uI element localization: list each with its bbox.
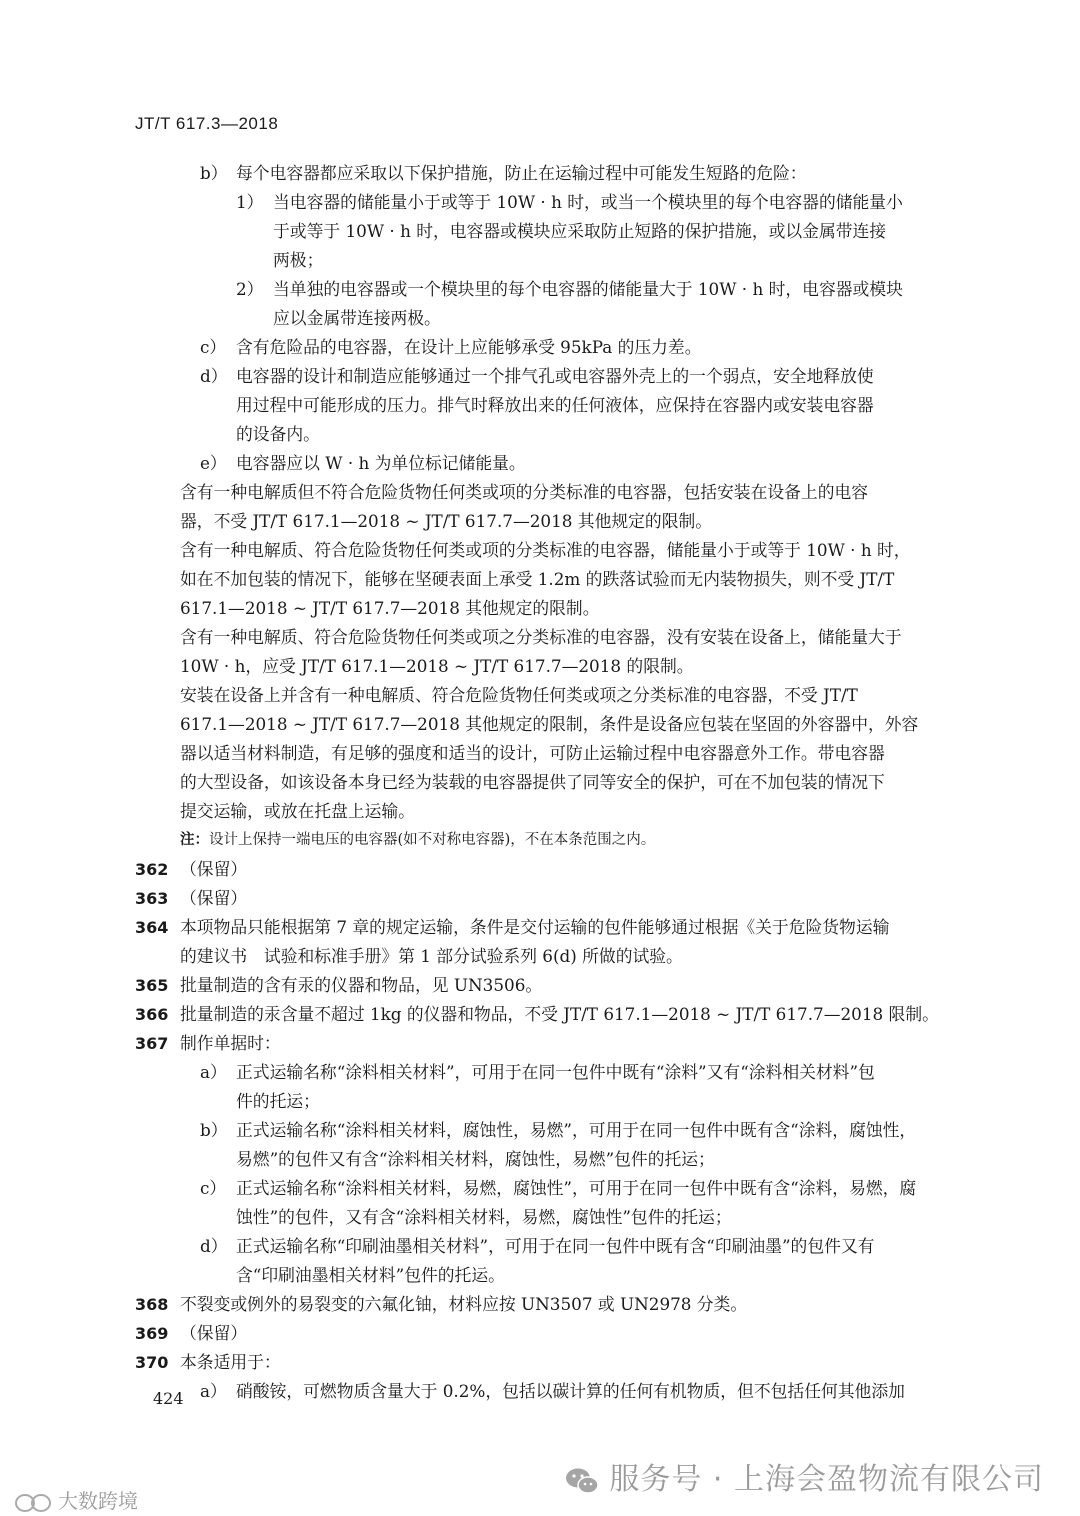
watermark-right [565, 1454, 1044, 1498]
list-item-label: e） [200, 453, 227, 473]
text-line: 于或等于 10W · h 时，电容器或模块应采取防止短路的保护措施，或以金属带连接 [273, 221, 887, 241]
page-number: 424 [153, 1389, 184, 1408]
text-line: 件的托运； [236, 1091, 320, 1111]
text-line: （保留） [180, 1323, 248, 1343]
wechat-icon [565, 1467, 599, 1495]
text-line: 器以适当材料制造，有足够的强度和适当的设计，可防止运输过程中电容器意外工作。带电容器 [180, 743, 885, 763]
text-line: 易燃”的包件又有含“涂料相关材料，腐蚀性，易燃”包件的托运； [236, 1149, 715, 1169]
text-line: 应以金属带连接两极。 [273, 308, 441, 328]
text-line: 安装在设备上并含有一种电解质、符合危险货物任何类或项之分类标准的电容器，不受 JT/T [180, 685, 858, 705]
list-item-label: b） [200, 1120, 228, 1140]
note [180, 826, 655, 855]
text-line: 器，不受 JT/T 617.1—2018 ~ JT/T 617.7—2018 其他规定的限制。 [180, 511, 713, 531]
text-line: 的大型设备，如该设备本身已经为装载的电容器提供了同等安全的保护，可在不加包装的情况下 [180, 772, 885, 792]
text-line: 含“印刷油墨相关材料”包件的托运。 [236, 1265, 505, 1285]
list-item-label: a） [200, 1062, 227, 1082]
text-line: 含有一种电解质但不符合危险货物任何类或项的分类标准的电容器，包括安装在设备上的电容 [180, 482, 869, 502]
list-item-label: a） [200, 1381, 227, 1401]
list-item-label: b） [200, 163, 228, 183]
watermark-left [14, 1485, 138, 1514]
text-line: 两极； [273, 250, 324, 270]
text-line: 不裂变或例外的易裂变的六氟化铀，材料应按 UN3507 或 UN2978 分类。 [180, 1294, 748, 1314]
text-line: 当电容器的储能量小于或等于 10W · h 时，或当一个模块里的每个电容器的储能量小 [273, 192, 903, 212]
list-item-label: c） [200, 1178, 227, 1198]
text-line: 电容器的设计和制造应能够通过一个排气孔或电容器外壳上的一个弱点，安全地释放使 [236, 366, 874, 386]
text-line: 的设备内。 [236, 424, 320, 444]
text-line: 用过程中可能形成的压力。排气时释放出来的任何液体，应保持在容器内或安装电容器 [236, 395, 874, 415]
watermark-left-text: 大数跨境 [58, 1489, 138, 1513]
text-line: 提交运输，或放在托盘上运输。 [180, 801, 415, 821]
text-line: 如在不加包装的情况下，能够在坚硬表面上承受 1.2m 的跌落试验而无内装物损失，则不受 JT/T [180, 569, 895, 589]
brand-logo-icon [14, 1492, 54, 1514]
text-line: 正式运输名称“印刷油墨相关材料”，可用于在同一包件中既有含“印刷油墨”的包件又有 [236, 1236, 875, 1256]
text-line: 正式运输名称“涂料相关材料，腐蚀性，易燃”，可用于在同一包件中既有含“涂料，腐蚀性， [236, 1120, 917, 1140]
text-line: 批量制造的汞含量不超过 1kg 的仪器和物品，不受 JT/T 617.1—2018 ~ JT/T 617.7—2018 限制。 [180, 1004, 939, 1024]
text-line: 的建议书 试验和标准手册》第 1 部分试验系列 6(d) 所做的试验。 [180, 946, 683, 966]
provision-number: 364 [135, 918, 169, 937]
list-item-label: d） [200, 366, 228, 386]
list-item-label: 1） [236, 192, 264, 212]
provision-number: 367 [135, 1034, 169, 1053]
text-line: 硝酸铵，可燃物质含量大于 0.2%，包括以碳计算的任何有机物质，但不包括任何其他添加 [236, 1381, 905, 1401]
note-text: 设计上保持一端电压的电容器(如不对称电容器)，不在本条范围之内。 [209, 832, 656, 848]
text-line: 含有一种电解质、符合危险货物任何类或项之分类标准的电容器，没有安装在设备上，储能量大于 [180, 627, 902, 647]
provision-number: 366 [135, 1005, 169, 1024]
text-line: （保留） [180, 888, 248, 908]
text-line: 制作单据时： [180, 1033, 281, 1053]
note-label: 注： [180, 832, 209, 848]
provision-number: 362 [135, 860, 169, 879]
list-item-label: 2） [236, 279, 264, 299]
list-item-label: c） [200, 337, 227, 357]
text-line: 正式运输名称“涂料相关材料”，可用于在同一包件中既有“涂料”又有“涂料相关材料”包 [236, 1062, 875, 1082]
provision-number: 370 [135, 1353, 169, 1372]
text-line: （保留） [180, 859, 248, 879]
text-line: 批量制造的含有汞的仪器和物品，见 UN3506。 [180, 975, 543, 995]
text-line: 含有危险品的电容器，在设计上应能够承受 95kPa 的压力差。 [236, 337, 702, 357]
text-line: 当单独的电容器或一个模块里的每个电容器的储能量大于 10W · h 时，电容器或模块 [273, 279, 903, 299]
text-line: 617.1—2018 ~ JT/T 617.7—2018 其他规定的限制。 [180, 598, 600, 618]
provision-number: 369 [135, 1324, 169, 1343]
provision-number: 368 [135, 1295, 169, 1314]
text-line: 蚀性”的包件，又有含“涂料相关材料，易燃，腐蚀性”包件的托运； [236, 1207, 732, 1227]
text-line: 电容器应以 W · h 为单位标记储能量。 [236, 453, 526, 473]
text-line: 正式运输名称“涂料相关材料，易燃，腐蚀性”，可用于在同一包件中既有含“涂料，易燃，腐 [236, 1178, 917, 1198]
provision-number: 365 [135, 976, 169, 995]
text-line: 本项物品只能根据第 7 章的规定运输，条件是交付运输的包件能够通过根据《关于危险货物运输 [180, 917, 890, 937]
list-item-label: d） [200, 1236, 228, 1256]
text-line: 617.1—2018 ~ JT/T 617.7—2018 其他规定的限制，条件是设备应包装在坚固的外容器中，外容 [180, 714, 919, 734]
document-header: JT/T 617.3—2018 [135, 114, 279, 133]
text-line: 本条适用于： [180, 1352, 281, 1372]
text-line: 10W · h，应受 JT/T 617.1—2018 ~ JT/T 617.7—2018 的限制。 [180, 656, 694, 676]
text-line: 每个电容器都应采取以下保护措施，防止在运输过程中可能发生短路的危险： [236, 163, 807, 183]
provision-number: 363 [135, 889, 169, 908]
text-line: 含有一种电解质、符合危险货物任何类或项的分类标准的电容器，储能量小于或等于 10W · h 时， [180, 540, 911, 560]
watermark-right-text: 服务号 · 上海会盈物流有限公司 [609, 1462, 1044, 1497]
